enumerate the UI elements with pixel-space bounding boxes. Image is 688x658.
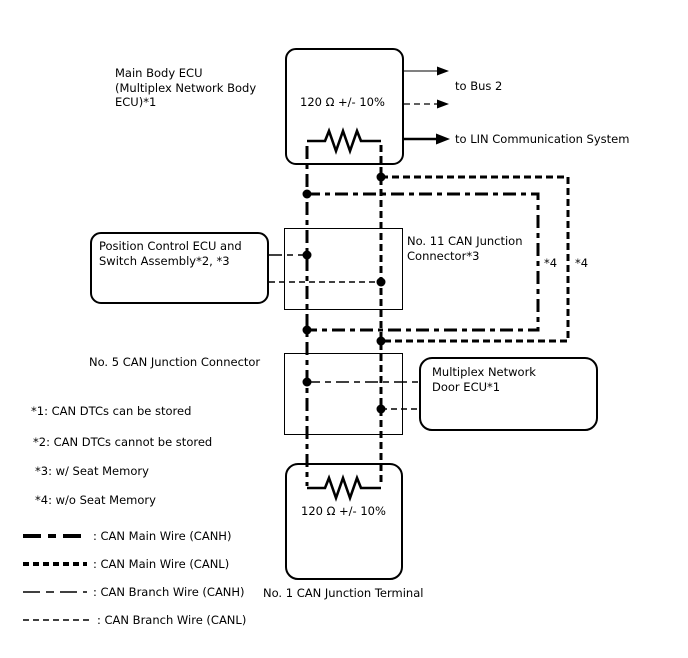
no11-junction-connector-box (284, 228, 403, 310)
legend-label: : CAN Branch Wire (CANH) (93, 585, 245, 599)
legend-item-main-canl (23, 556, 229, 572)
branch-canh-line-sample (23, 588, 87, 596)
main-canl-line-sample (23, 560, 87, 568)
main-body-ecu-label (115, 66, 256, 110)
junction-dot (303, 190, 312, 199)
bus2-dashed-arrowhead (437, 100, 449, 109)
no1-terminal-box (285, 463, 403, 580)
star4-label-canl: *4 (575, 256, 589, 270)
junction-dot (377, 337, 386, 346)
main-body-ecu-label-line2: (Multiplex Network Body (115, 80, 257, 95)
junction-dot (303, 326, 312, 335)
bottom-resistor-value: 120 Ω +/- 10% (301, 504, 386, 518)
no5-junction-connector-box (284, 353, 403, 435)
top-resistor-value: 120 Ω +/- 10% (300, 95, 385, 109)
no11-label-line2: Connector*3 (407, 248, 480, 263)
multiplex-door-label-line2: Door ECU*1 (432, 379, 501, 394)
position-control-label-line2: Switch Assembly*2, *3 (99, 253, 230, 268)
star4-label-canh: *4 (544, 256, 558, 270)
multiplex-door-ecu-label (432, 365, 536, 394)
main-body-ecu-label-line1: Main Body ECU (115, 66, 203, 80)
bus2-label: to Bus 2 (455, 79, 503, 93)
junction-dot (377, 173, 386, 182)
lin-arrowhead (436, 134, 450, 145)
note-4: *4: w/o Seat Memory (35, 493, 156, 507)
no11-junction-connector-label (407, 234, 523, 263)
note-1: *1: CAN DTCs can be stored (31, 404, 192, 418)
no5-junction-connector-label: No. 5 CAN Junction Connector (89, 355, 261, 369)
position-control-ecu-label (99, 239, 242, 268)
legend-item-branch-canl (23, 612, 246, 628)
legend-label: : CAN Branch Wire (CANL) (97, 613, 247, 627)
position-control-label-line1: Position Control ECU and (99, 239, 242, 253)
legend-label: : CAN Main Wire (CANL) (93, 557, 230, 571)
bus2-solid-arrowhead (437, 67, 449, 76)
main-canh-line-sample (23, 532, 87, 540)
no11-label-line1: No. 11 CAN Junction (407, 234, 523, 248)
legend-item-branch-canh (23, 584, 245, 600)
branch-canl-line-sample (23, 616, 91, 624)
note-2: *2: CAN DTCs cannot be stored (33, 435, 213, 449)
note-3: *3: w/ Seat Memory (35, 464, 149, 478)
lin-label: to LIN Communication System (455, 132, 630, 146)
legend-label: : CAN Main Wire (CANH) (93, 529, 232, 543)
multiplex-door-label-line1: Multiplex Network (432, 365, 536, 379)
main-body-ecu-label-line3: ECU)*1 (115, 95, 157, 109)
legend-item-main-canh (23, 528, 231, 544)
no1-terminal-label: No. 1 CAN Junction Terminal (263, 586, 424, 600)
